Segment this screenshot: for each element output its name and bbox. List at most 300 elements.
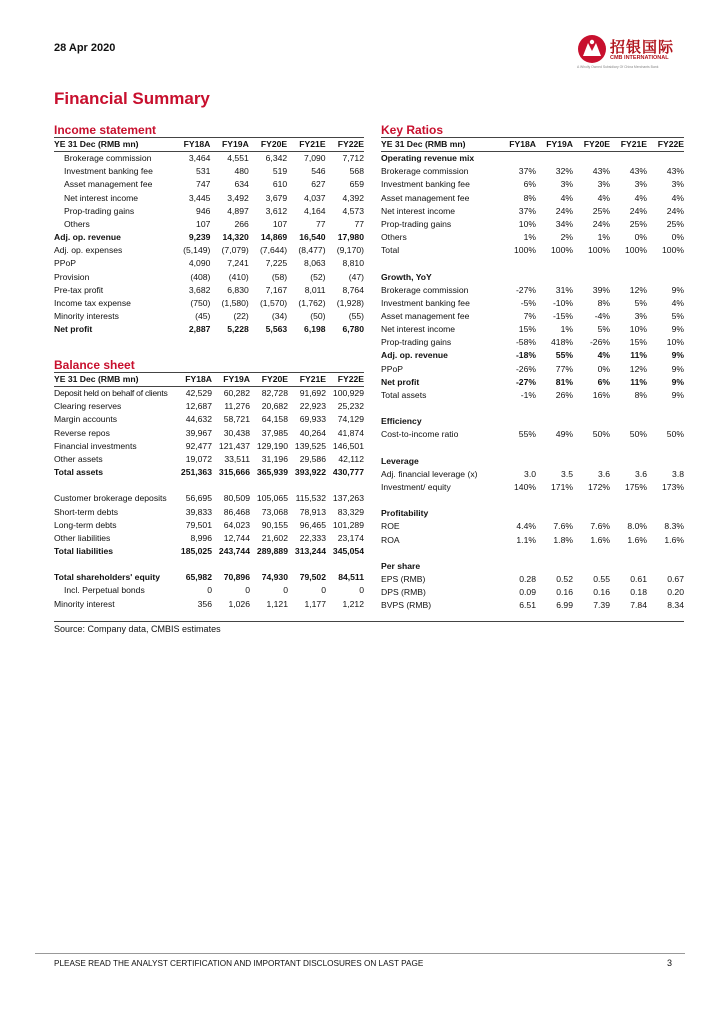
row-label: Incl. Perpetual bonds bbox=[64, 585, 145, 596]
table-row bbox=[381, 534, 684, 547]
row-label: Other liabilities bbox=[54, 532, 111, 543]
row-value: 568 bbox=[349, 166, 364, 177]
column-header-year: FY19A bbox=[210, 138, 248, 152]
row-value: (47) bbox=[348, 271, 364, 282]
table-row bbox=[381, 442, 684, 455]
row-value bbox=[610, 547, 647, 560]
row-value: 345,054 bbox=[332, 546, 364, 557]
table-row bbox=[381, 547, 684, 560]
row-value: 0 bbox=[283, 585, 288, 596]
row-value: 4,392 bbox=[342, 192, 364, 203]
row-value: 24% bbox=[666, 205, 684, 216]
row-label: Total shareholders' equity bbox=[54, 572, 160, 583]
row-value: 393,922 bbox=[294, 467, 326, 478]
row-value: -27% bbox=[515, 284, 536, 295]
row-value: 50% bbox=[629, 429, 647, 440]
table-row bbox=[381, 310, 684, 323]
row-value bbox=[288, 558, 326, 571]
row-value: 6% bbox=[523, 179, 536, 190]
row-value bbox=[499, 507, 536, 520]
row-value: 9,239 bbox=[188, 232, 211, 243]
table-row bbox=[54, 152, 364, 166]
table-row bbox=[381, 257, 684, 270]
row-value: 546 bbox=[311, 166, 326, 177]
row-label: Minority interest bbox=[54, 598, 115, 609]
row-label: Net profit bbox=[54, 324, 93, 335]
row-value bbox=[647, 442, 684, 455]
row-value: 10% bbox=[518, 218, 536, 229]
table-row bbox=[54, 192, 364, 205]
row-value: 100,929 bbox=[332, 388, 364, 399]
row-label: Growth, YoY bbox=[381, 271, 432, 282]
row-label bbox=[54, 558, 174, 571]
row-value: 0% bbox=[597, 363, 610, 374]
key-ratios-title: Key Ratios bbox=[381, 123, 684, 138]
table-row bbox=[54, 427, 364, 440]
row-value: 107 bbox=[272, 218, 288, 229]
key-ratios-section bbox=[381, 123, 684, 613]
row-value bbox=[573, 507, 610, 520]
row-value bbox=[647, 402, 684, 415]
row-value: 33,511 bbox=[224, 453, 250, 464]
row-value: 11% bbox=[630, 350, 647, 361]
row-value: 42,112 bbox=[338, 453, 364, 464]
row-label: Provision bbox=[54, 271, 90, 282]
row-value: 91,692 bbox=[299, 388, 326, 399]
row-value: 79,501 bbox=[185, 519, 212, 530]
table-row bbox=[381, 271, 684, 284]
row-value: 266 bbox=[234, 218, 249, 229]
row-value bbox=[610, 494, 647, 507]
row-value: 50% bbox=[666, 429, 684, 440]
row-value: 25% bbox=[592, 205, 610, 216]
row-value: 12% bbox=[629, 363, 647, 374]
table-row bbox=[54, 571, 364, 584]
row-value bbox=[647, 271, 684, 284]
table-row bbox=[54, 466, 364, 479]
row-value: 15% bbox=[629, 337, 647, 348]
row-value: 4,551 bbox=[227, 153, 249, 164]
row-value: 101,289 bbox=[332, 519, 364, 530]
row-value bbox=[536, 415, 573, 428]
column-header-year: FY22E bbox=[647, 138, 684, 152]
row-value: 115,532 bbox=[295, 493, 326, 504]
row-value: 659 bbox=[349, 179, 364, 190]
column-header-year: FY22E bbox=[326, 373, 364, 387]
row-label: Total bbox=[381, 245, 400, 256]
table-row bbox=[381, 363, 684, 376]
row-value: 8,764 bbox=[342, 284, 364, 295]
column-header-year: FY21E bbox=[287, 138, 325, 152]
row-value: 7.84 bbox=[630, 600, 647, 611]
row-value: 243,744 bbox=[218, 546, 250, 557]
row-value: 3% bbox=[634, 179, 647, 190]
row-value: 6% bbox=[597, 376, 610, 387]
row-value: 7,167 bbox=[265, 284, 288, 295]
row-value: 100% bbox=[625, 245, 647, 256]
row-label: BVPS (RMB) bbox=[381, 600, 432, 611]
row-value: -26% bbox=[589, 337, 610, 348]
table-row bbox=[54, 479, 364, 492]
row-value: 3% bbox=[634, 311, 647, 322]
row-value: 17,980 bbox=[337, 232, 364, 243]
row-value: 0.55 bbox=[593, 574, 610, 585]
row-value bbox=[647, 494, 684, 507]
row-label: Operating revenue mix bbox=[381, 153, 475, 164]
row-label bbox=[381, 402, 499, 415]
row-value bbox=[573, 547, 610, 560]
row-value bbox=[647, 455, 684, 468]
row-value: 2% bbox=[560, 232, 573, 243]
table-row bbox=[381, 152, 684, 166]
row-value: (58) bbox=[271, 271, 288, 282]
row-value: 86,468 bbox=[223, 506, 250, 517]
row-value: 7.6% bbox=[553, 521, 573, 532]
row-value: 3% bbox=[560, 179, 573, 190]
table-header-row bbox=[54, 138, 364, 152]
row-value: 43% bbox=[592, 166, 610, 177]
row-value bbox=[536, 402, 573, 415]
row-value: (7,079) bbox=[221, 245, 249, 256]
row-value: 3% bbox=[671, 179, 684, 190]
row-value bbox=[536, 547, 573, 560]
row-value: 313,244 bbox=[294, 546, 326, 557]
row-value bbox=[610, 507, 647, 520]
table-row bbox=[381, 231, 684, 244]
row-value: 3.5 bbox=[561, 468, 573, 479]
row-value: 100% bbox=[588, 245, 610, 256]
row-value: 39% bbox=[592, 284, 610, 295]
row-value bbox=[573, 560, 610, 573]
row-value: 185,025 bbox=[180, 546, 212, 557]
row-value: 100% bbox=[514, 245, 536, 256]
row-value: 25% bbox=[666, 218, 684, 229]
row-value: (5,149) bbox=[183, 245, 211, 256]
table-row bbox=[54, 598, 364, 611]
row-value: 4% bbox=[597, 350, 610, 361]
row-value bbox=[174, 479, 212, 492]
row-value: 24% bbox=[592, 218, 610, 229]
logo-english-name: CMB INTERNATIONAL bbox=[610, 55, 669, 61]
row-value: -58% bbox=[515, 337, 536, 348]
row-value: 74,930 bbox=[261, 572, 288, 583]
column-header-year: FY18A bbox=[172, 138, 210, 152]
income-statement-title: Income statement bbox=[54, 123, 364, 138]
row-value: (8,477) bbox=[298, 245, 326, 256]
company-logo bbox=[577, 34, 687, 78]
table-row bbox=[381, 165, 684, 178]
row-value: 5,563 bbox=[265, 324, 288, 335]
row-label: Cost-to-income ratio bbox=[381, 429, 459, 440]
row-value bbox=[610, 152, 647, 166]
row-value bbox=[250, 479, 288, 492]
row-value: 43% bbox=[666, 166, 684, 177]
footer-divider bbox=[35, 953, 685, 954]
row-value bbox=[610, 402, 647, 415]
row-value: (34) bbox=[271, 311, 288, 322]
row-value: 634 bbox=[234, 179, 249, 190]
cmbi-logo-icon bbox=[577, 34, 607, 64]
row-value: 8,810 bbox=[342, 258, 364, 269]
table-row bbox=[381, 586, 684, 599]
row-value: 2,887 bbox=[188, 324, 211, 335]
row-label: DPS (RMB) bbox=[381, 587, 426, 598]
row-value: 40,264 bbox=[299, 427, 326, 438]
row-value: 3,612 bbox=[265, 205, 288, 216]
row-value: 4,897 bbox=[227, 205, 249, 216]
row-value: 15% bbox=[518, 324, 536, 335]
table-row bbox=[381, 284, 684, 297]
row-value: 8,996 bbox=[190, 532, 212, 543]
row-value: 1.1% bbox=[516, 534, 536, 545]
row-value: 0 bbox=[359, 585, 364, 596]
table-row bbox=[381, 507, 684, 520]
table-row bbox=[381, 192, 684, 205]
row-value: 81% bbox=[555, 376, 573, 387]
table-row bbox=[54, 310, 364, 323]
row-value: 6,342 bbox=[265, 153, 288, 164]
row-label: Total liabilities bbox=[54, 546, 114, 557]
table-row bbox=[381, 218, 684, 231]
row-value: 6,198 bbox=[304, 324, 326, 335]
table-row bbox=[381, 428, 684, 441]
table-row bbox=[381, 336, 684, 349]
row-value: 7,225 bbox=[265, 258, 288, 269]
row-value: 8% bbox=[634, 389, 647, 400]
row-label: Income tax expense bbox=[54, 297, 131, 308]
row-value bbox=[610, 271, 647, 284]
table-row bbox=[54, 244, 364, 257]
table-row bbox=[54, 400, 364, 413]
row-value: 26% bbox=[555, 389, 573, 400]
row-value: 1% bbox=[560, 324, 573, 335]
table-row bbox=[54, 284, 364, 297]
column-header-year: FY20E bbox=[249, 138, 287, 152]
row-value: 37% bbox=[518, 166, 536, 177]
row-value: 4,573 bbox=[342, 205, 364, 216]
table-row bbox=[54, 297, 364, 310]
row-value: 55% bbox=[518, 429, 536, 440]
table-bottom-rule bbox=[54, 621, 684, 622]
column-header-label: YE 31 Dec (RMB mn) bbox=[54, 138, 172, 152]
row-label: Deposit held on behalf of clients bbox=[54, 388, 168, 399]
row-value: 24% bbox=[555, 205, 573, 216]
row-value: 4,164 bbox=[304, 205, 326, 216]
row-value: -26% bbox=[515, 363, 536, 374]
balance-sheet-section bbox=[54, 358, 364, 611]
row-value bbox=[573, 415, 610, 428]
row-value: 0.67 bbox=[667, 574, 684, 585]
row-value: 0.52 bbox=[556, 574, 573, 585]
table-row bbox=[381, 494, 684, 507]
row-value: 315,666 bbox=[218, 467, 250, 478]
row-label: Other assets bbox=[54, 453, 103, 464]
row-value bbox=[212, 558, 250, 571]
row-value: 519 bbox=[272, 166, 288, 177]
row-value: 1,177 bbox=[304, 598, 326, 609]
row-value: 0 bbox=[321, 585, 326, 596]
row-value: 12,744 bbox=[223, 532, 250, 543]
row-value: 22,333 bbox=[299, 532, 326, 543]
row-value: 9% bbox=[671, 324, 684, 335]
row-value: 0.28 bbox=[519, 574, 536, 585]
row-label: ROE bbox=[381, 521, 400, 532]
row-value: 1.6% bbox=[627, 534, 647, 545]
row-value: 3.6 bbox=[598, 468, 610, 479]
row-value: 356 bbox=[197, 598, 212, 609]
row-value: 7,241 bbox=[227, 258, 249, 269]
balance-sheet-table bbox=[54, 373, 364, 611]
row-value: 6,780 bbox=[342, 324, 364, 335]
row-value: (408) bbox=[190, 271, 211, 282]
column-header-year: FY22E bbox=[326, 138, 364, 152]
row-value bbox=[610, 442, 647, 455]
row-value: 3,445 bbox=[188, 192, 211, 203]
row-value: 0.09 bbox=[519, 587, 536, 598]
row-label: Financial investments bbox=[54, 440, 137, 451]
row-value bbox=[536, 152, 573, 166]
row-value: (55) bbox=[348, 311, 364, 322]
row-value bbox=[647, 415, 684, 428]
row-value: 82,728 bbox=[261, 388, 288, 399]
footer-disclaimer: PLEASE READ THE ANALYST CERTIFICATION AND IMPORTANT DISCLOSURES ON LAST PAGE bbox=[54, 959, 424, 968]
row-value: 4% bbox=[671, 192, 684, 203]
column-header-year: FY19A bbox=[212, 373, 250, 387]
row-value: 146,501 bbox=[332, 440, 364, 451]
row-value: (1,570) bbox=[259, 297, 288, 308]
column-header-year: FY20E bbox=[250, 373, 288, 387]
row-value bbox=[573, 271, 610, 284]
row-value: 4% bbox=[671, 297, 684, 308]
row-value: 14,320 bbox=[222, 232, 249, 243]
row-value: 5,228 bbox=[227, 324, 249, 335]
row-label: Others bbox=[381, 232, 407, 243]
table-row bbox=[381, 297, 684, 310]
column-header-label: YE 31 Dec (RMB mn) bbox=[54, 373, 174, 387]
row-value: 1% bbox=[597, 232, 610, 243]
row-value: 8,011 bbox=[304, 284, 326, 295]
row-value bbox=[647, 547, 684, 560]
row-label: Asset management fee bbox=[381, 192, 470, 203]
row-value: 37,985 bbox=[261, 427, 288, 438]
row-label: Adj. op. expenses bbox=[54, 245, 123, 256]
row-label: ROA bbox=[381, 534, 400, 545]
row-value bbox=[499, 271, 536, 284]
row-value: 55% bbox=[555, 350, 573, 361]
row-label: Investment/ equity bbox=[381, 482, 451, 493]
row-value: 3,492 bbox=[227, 192, 249, 203]
row-value: 60,282 bbox=[223, 388, 250, 399]
table-row bbox=[54, 218, 364, 231]
table-header-row bbox=[381, 138, 684, 152]
row-value bbox=[326, 479, 364, 492]
table-row bbox=[381, 481, 684, 494]
row-value: 4,037 bbox=[304, 192, 326, 203]
row-value: 44,632 bbox=[185, 414, 212, 425]
row-value: 7,712 bbox=[342, 153, 364, 164]
row-value: 171% bbox=[551, 482, 573, 493]
row-value: 31,196 bbox=[261, 453, 288, 464]
row-value: 121,437 bbox=[218, 440, 250, 451]
table-row bbox=[381, 178, 684, 191]
row-value: 80,509 bbox=[223, 493, 250, 504]
row-value: 140% bbox=[514, 482, 536, 493]
row-value bbox=[536, 455, 573, 468]
row-value bbox=[499, 402, 536, 415]
row-label: Efficiency bbox=[381, 416, 422, 427]
row-value bbox=[212, 479, 250, 492]
logo-chinese-name: 招银国际 bbox=[610, 38, 675, 56]
balance-sheet-title: Balance sheet bbox=[54, 358, 364, 373]
column-header-year: FY18A bbox=[499, 138, 536, 152]
table-row bbox=[381, 573, 684, 586]
row-value: 69,933 bbox=[299, 414, 326, 425]
row-label: Customer brokerage deposits bbox=[54, 493, 167, 504]
row-label: Minority interests bbox=[54, 311, 119, 322]
row-label: Pre-tax profit bbox=[54, 284, 104, 295]
table-row bbox=[381, 599, 684, 612]
row-value: -18% bbox=[515, 350, 536, 361]
row-value: 627 bbox=[311, 179, 326, 190]
row-value: 43% bbox=[629, 166, 647, 177]
report-date: 28 Apr 2020 bbox=[54, 42, 116, 54]
row-value: 19,072 bbox=[185, 453, 212, 464]
row-value bbox=[573, 455, 610, 468]
row-value: 610 bbox=[272, 179, 288, 190]
row-value: 418% bbox=[551, 337, 573, 348]
row-value: 10% bbox=[666, 337, 684, 348]
row-value bbox=[536, 494, 573, 507]
row-label: Total assets bbox=[381, 389, 427, 400]
row-label: Per share bbox=[381, 560, 421, 571]
row-value: 0.16 bbox=[593, 587, 610, 598]
row-value: (9,170) bbox=[336, 245, 364, 256]
row-label: Long-term debts bbox=[54, 519, 117, 530]
row-value: 41,874 bbox=[337, 427, 364, 438]
row-value: 0 bbox=[245, 585, 250, 596]
row-value: (7,644) bbox=[259, 245, 288, 256]
row-label: Brokerage commission bbox=[381, 284, 469, 295]
row-value: 3.6 bbox=[635, 468, 647, 479]
table-row bbox=[381, 244, 684, 257]
row-value: 480 bbox=[234, 166, 249, 177]
row-value: 129,190 bbox=[256, 440, 288, 451]
row-value: 8% bbox=[597, 297, 610, 308]
row-value: 139,525 bbox=[294, 440, 326, 451]
row-value: 21,602 bbox=[261, 532, 288, 543]
row-value: 29,586 bbox=[299, 453, 326, 464]
row-value bbox=[499, 455, 536, 468]
table-row bbox=[381, 389, 684, 402]
row-value: 37% bbox=[518, 205, 536, 216]
row-value: 7.6% bbox=[590, 521, 610, 532]
row-label: Adj. financial leverage (x) bbox=[381, 468, 478, 479]
row-label: Total assets bbox=[54, 467, 104, 478]
row-label: Prop-trading gains bbox=[381, 218, 452, 229]
row-value: 0.20 bbox=[667, 587, 684, 598]
row-value: 0.16 bbox=[556, 587, 573, 598]
row-label: Net profit bbox=[381, 376, 420, 387]
row-label: Short-term debts bbox=[54, 506, 118, 517]
row-value: 9% bbox=[671, 389, 684, 400]
row-value: 23,174 bbox=[337, 532, 364, 543]
row-label: Asset management fee bbox=[381, 311, 470, 322]
table-row bbox=[54, 584, 364, 597]
row-value: (52) bbox=[310, 271, 326, 282]
row-label: Net interest income bbox=[381, 205, 456, 216]
row-value: 11,276 bbox=[224, 401, 250, 412]
row-value: (410) bbox=[228, 271, 249, 282]
